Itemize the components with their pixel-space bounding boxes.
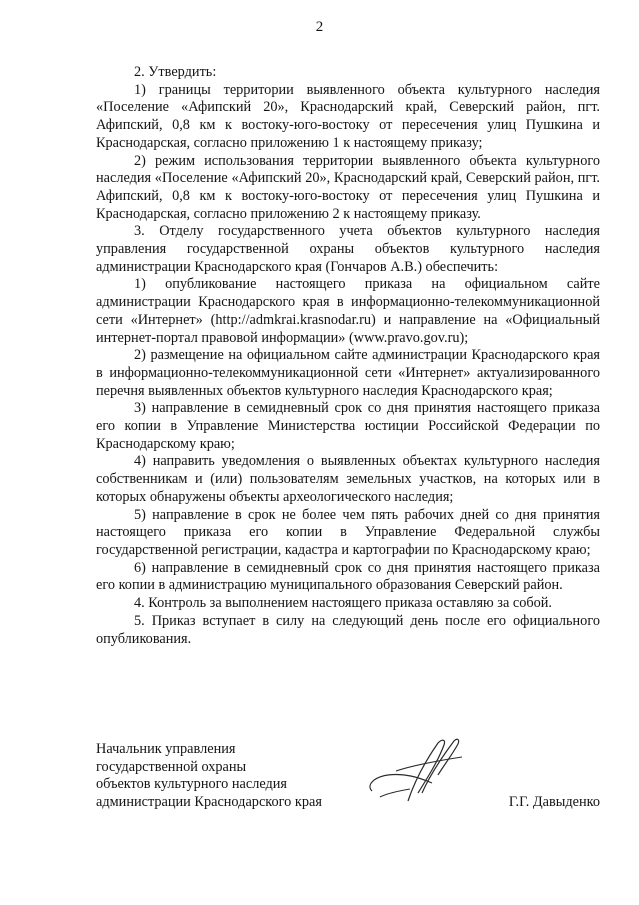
paragraph: 4. Контроль за выполнением настоящего приказа оставляю за собой. [134,595,553,612]
signer-position-line: государственной охраны [96,758,247,775]
paragraph: 1) опубликование настоящего приказа на официальном сайте администрации Краснодарского края в информационно-телекоммуникационной сети «Интернет» (http://admkrai.krasnodar.ru) и направление на «Официальный интернет-портал правовой информации» (www.pravo.gov.ru); [96,276,600,346]
signature-block [96,741,600,821]
signer-position-line: Начальник управления [96,741,236,757]
paragraph: 5. Приказ вступает в силу на следующий день после его официального опубликования. [96,612,600,647]
paragraph: 2) режим использования территории выявленного объекта культурного наследия «Поселение «Афипский 20», Краснодарский край, Северский район, пгт. Афипский, 0,8 км к востоку-юго-востоку от пересечения улиц Пушкина и Краснодарская, согласно приложению 2 к настоящему приказу. [96,152,600,222]
paragraph: 2. Утвердить: [134,64,217,80]
signer-name: Г.Г. Давыденко [508,794,600,810]
document-body [96,64,600,648]
signer-position-line: администрации Краснодарского края [96,794,322,811]
paragraph: 6) направление в семидневный срок со дня принятия настоящего приказа его копии в администрацию муниципального образования Северский район. [96,559,600,594]
paragraph: 3) направление в семидневный срок со дня принятия настоящего приказа его копии в Управление Министерства юстиции Российской Федерации по Краснодарскому краю; [96,400,600,452]
page-number: 2 [315,19,324,35]
handwritten-signature [358,731,468,811]
paragraph: 2) размещение на официальном сайте администрации Краснодарского края в информационно-телекоммуникационной сети «Интернет» актуализированного перечня выявленных объектов культурного наследия Краснодарского края; [96,347,600,399]
paragraph: 1) границы территории выявленного объекта культурного наследия «Поселение «Афипский 20», Краснодарский край, Северский район, пгт. Афипский, 0,8 км к востоку-юго-востоку от пересечения улиц Пушкина и Краснодарская, согласно приложению 1 к настоящему приказу; [96,81,600,151]
paragraph: 3. Отделу государственного учета объектов культурного наследия управления государственной охраны объектов культурного наследия администрации Краснодарского края (Гончаров А.В.) обеспечить: [96,223,600,275]
paragraph: 4) направить уведомления о выявленных объектах культурного наследия собственникам и (или) пользователям земельных участков, на которых или в которых обнаружены объекты археологического наследия; [96,453,600,505]
paragraph: 5) направление в срок не более чем пять рабочих дней со дня принятия настоящего приказа его копии в Управление Федеральной службы государственной регистрации, кадастра и картографии по Краснодарскому краю; [96,506,600,558]
signer-position-line: объектов культурного наследия [96,776,287,793]
